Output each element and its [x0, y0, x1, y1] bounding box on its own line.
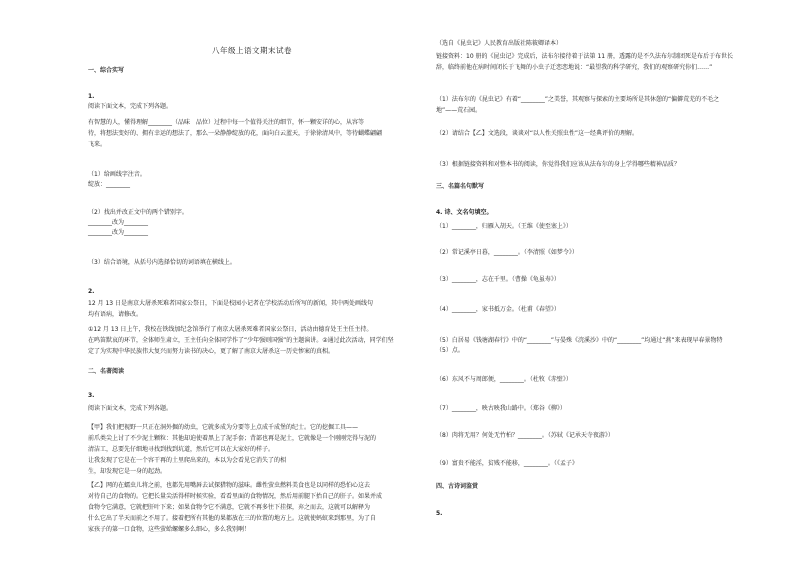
source-note: （选自《昆虫记》人民教育出版社陈筱卿译本） — [436, 40, 563, 47]
q3-passage-a-3: 清洁工，总要先仔细地寻找到找到坑道，然后它可以在大家好的样子。 — [88, 446, 275, 453]
question-number-1: 1. — [88, 93, 95, 100]
q1-passage-line-1: 有智慧的人，懂得理解________（品味 品位）过程中每一个值得关注的细节，怀一颗安详的心，从容等 — [88, 119, 365, 126]
q3-passage-b-1: 【乙】网的在蠕虫儿将之前，也都先用嘴唇去试探猎物的滋味。雌性萤虫燃料美食也是以同样的恐怕心这去 — [88, 482, 371, 489]
q3-intro: 阅读下面文本，完成下列各题。 — [88, 405, 173, 412]
fill-line-3[interactable]: （3）________，志在千里。（曹操《龟虽寿》） — [436, 276, 560, 283]
q1-intro: 阅读下面文本，完成下列各题。 — [88, 103, 173, 110]
question-number-3: 3. — [88, 392, 95, 399]
q3-passage-a-2: 前爪类尖上讨了不少泥土颗粒：其他却迫使着黑上了泥手套；背部也再是泥土，它就像是一个刚刚完得与泥的 — [88, 435, 377, 442]
q3-passage-b-2: 对待自己的食物的。它把长量尖活得样时候实验，看看里面的食物情况，然后用前腿下抬自己的肝子。如果并成 — [88, 493, 383, 500]
link-material-2: 辞，临终前他在病时间闭长于飞舞的小虫子迁恋恋地说：“最望我的科学研究，我们的观察研究你们……” — [436, 64, 713, 71]
q2-line-5: 定了为实现中华民族伟大复兴而努力读书的决心，更了解了南京大屠杀这一历史惨案的真相。 — [88, 348, 335, 355]
question-number-5: 5. — [436, 510, 443, 517]
section-heading-4: 四、古诗词鉴赏 — [436, 483, 479, 490]
fill-line-7[interactable]: （7）________，映古映我山路中。（郑谷《柳》） — [436, 405, 566, 412]
q1-sub2-answer-a[interactable]: ________改为________ — [88, 219, 149, 226]
fill-line-6[interactable]: （6）东风不与周郎便，________。（杜牧《赤壁》） — [436, 376, 572, 383]
q1-sub2: （2）找出并改正文中的两个错别字。 — [88, 209, 188, 216]
section-heading-1: 一、综合实写 — [88, 67, 125, 74]
section-heading-3: 三、名篇名句默写 — [436, 183, 485, 190]
fill-line-5[interactable]: （5）白居易《钱塘湖春行》中的“________”与晏殊《浣溪沙》中的“________”均通过“燕”来表现早春景物特 — [436, 337, 723, 344]
q2-line-2: 均有语病，请修改。 — [88, 311, 143, 318]
q1-passage-line-3: 飞来。 — [88, 141, 107, 148]
q3-sub1-line-2: 地”——荒石园。 — [436, 107, 482, 114]
q1-sub3: （3）结合语境，从括号内选择恰切的词语填在横线上。 — [88, 259, 236, 266]
q3-sub2: （2）请结合【乙】文选段，谈谈对“以人性关照虫性”这一经典评价的理解。 — [436, 130, 639, 137]
q1-passage-line-2: 待，将想法变好的、拥有幸运的想法了，那么一朵静静绽放的花，面向白云蓝天，于徐徐清风中，等待蝴蝶翩翩 — [88, 130, 383, 137]
q2-line-4: 在鸣笛默哀的环节，全体师生肃立，王主任向全体同学作了“少年强则国强”的主题演讲。②通过此次活动，同学们坚 — [88, 337, 394, 344]
q1-sub1-answer[interactable]: 绽放：________ — [88, 181, 131, 188]
link-material-1: 链接资料：10 册的《昆虫记》完成后，法布尔接待着于法第 11 册，透露的是不久法布尔制团死是布后于布世长 — [436, 53, 733, 60]
question-number-2: 2. — [88, 288, 95, 295]
q2-line-1: 12 月 13 日是南京大屠杀死难者国家公祭日，下面是校园小记者在学校活动后所写的新闻，其中两处画线句 — [88, 300, 373, 307]
q3-sub1-line-1: （1）法布尔的《昆虫记》有着“________”之美誉，其观察与探索的主要场所是其休憩的“偏僻荒芜的不毛之 — [436, 96, 720, 103]
fill-line-1[interactable]: （1）________，归雁入胡天。（王维《使至塞上》） — [436, 223, 572, 230]
q3-passage-b-5: 家孩子的第一口食物，这些萤蛤螺螺多么细心，多么我别啊！ — [88, 526, 251, 533]
q3-passage-a-1: 【甲】我们把视野一只正在洞外掘的幼虫，它就多成为分要等上点成千成堡的纪士。它的挖掘工具—— — [88, 424, 359, 431]
fill-line-4[interactable]: （4）________，家书抵万金。（杜甫《春望》） — [436, 306, 560, 313]
q1-sub1: （1）给画线字注音。 — [88, 171, 146, 178]
fill-line-8[interactable]: （8）肉将无用？何处无竹柏？________。（苏轼《记承天寺夜游》） — [436, 432, 614, 439]
q3-sub3: （3）根据链接资料和对整本书的阅读，你觉得我们应该从法布尔的身上学得哪些精神品质？ — [436, 161, 680, 168]
section-heading-2: 二、名著阅读 — [88, 368, 125, 375]
q1-sub2-answer-b[interactable]: ________改为________ — [88, 229, 149, 236]
fill-line-2[interactable]: （2）常记溪亭日暮，________。（李清照《如梦令》） — [436, 249, 578, 256]
q3-passage-a-4: 让我发现了它是在一个容干再的土里爬出来的，本以为会看见它消失了的相 — [88, 457, 287, 464]
q2-line-3: ①12 月 13 日上午，我校在铁线加纪念馆举行了南京大屠杀死难者国家公祭日，活动由德育处王主任主持。 — [88, 326, 373, 333]
q3-passage-b-4: 什么它出了半天而前之不用了。接着把所有其他的果都放在三的位置的地方上。这就使蚂蚁来到那里，为了自 — [88, 515, 377, 522]
page-title: 八年级上语文期末试卷 — [212, 46, 292, 55]
q3-passage-a-5: 生，却发现它是一身的起劲。 — [88, 468, 167, 475]
fill-line-9[interactable]: （9）富贵不能淫，贫贱不能移，________。（《孟子》 — [436, 460, 578, 467]
question-number-4: 4. 诗、文名句填空。 — [436, 209, 493, 216]
q3-passage-b-3: 食物令它满意，它就把肝叶下来；如果食物令它不满意，它就不再多往下挂探，弃之而去，这就可以解释为 — [88, 504, 371, 511]
fill-line-5-cont: （5）点。 — [436, 347, 464, 354]
